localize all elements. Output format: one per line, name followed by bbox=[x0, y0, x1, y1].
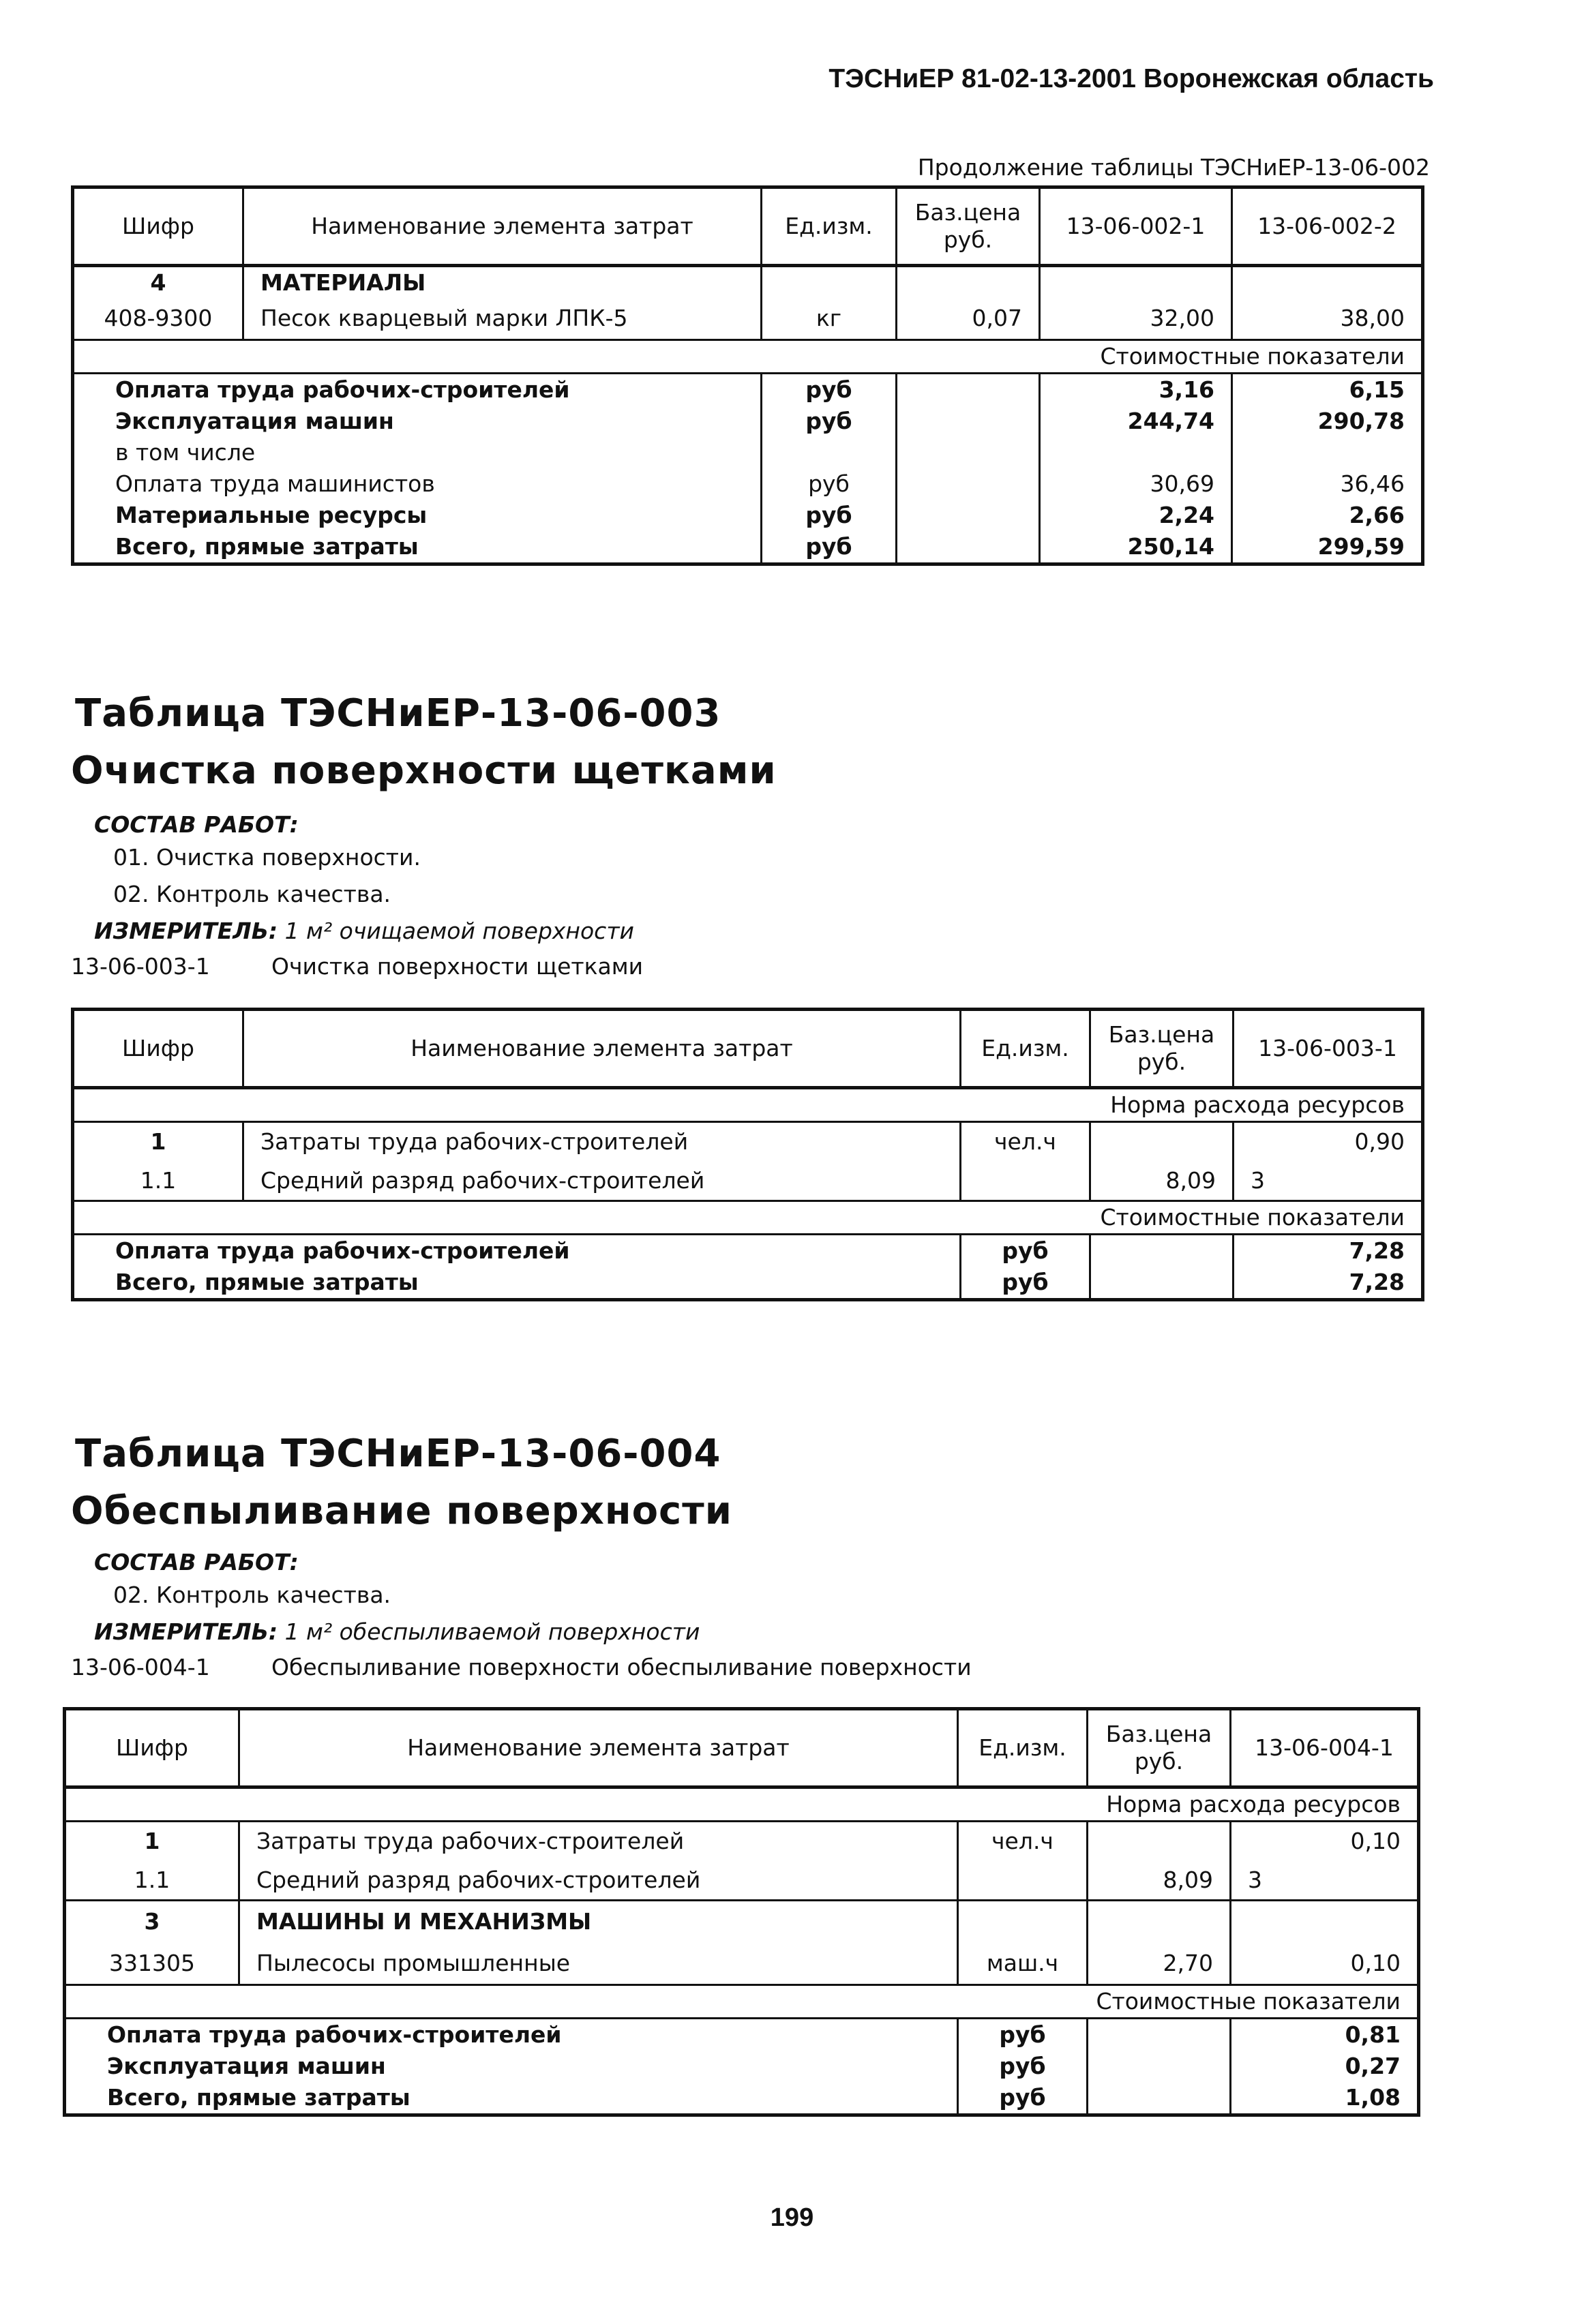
norm-label-row bbox=[73, 1088, 1423, 1122]
cost-label: Стоимостные показатели bbox=[73, 339, 1423, 373]
cost-unit: руб bbox=[958, 2019, 1088, 2051]
cost-row bbox=[73, 531, 1423, 564]
cost-value-b: 6,15 bbox=[1349, 376, 1405, 403]
cost-row bbox=[73, 406, 1423, 437]
resource-value-a: 0,10 bbox=[1350, 1949, 1401, 1976]
cost-value-a bbox=[1040, 437, 1232, 468]
col-header-name: Наименование элемента затрат bbox=[243, 1010, 961, 1088]
norm-label: Норма расхода ресурсов bbox=[65, 1787, 1419, 1822]
cost-name: Эксплуатация машин bbox=[65, 2051, 958, 2082]
cost-value-a: 7,28 bbox=[1349, 1269, 1405, 1295]
cost-unit: руб bbox=[961, 1267, 1090, 1300]
col-header-price: Баз.цена руб. bbox=[1090, 1010, 1234, 1088]
cost-name: Оплата труда рабочих-строителей bbox=[73, 1235, 961, 1267]
resource-code: 1.1 bbox=[73, 1162, 243, 1201]
resource-code: 408-9300 bbox=[73, 299, 243, 339]
table-header-row bbox=[65, 1709, 1419, 1787]
work-item: 02. Контроль качества. bbox=[113, 881, 391, 907]
section-title: МАШИНЫ И МЕХАНИЗМЫ bbox=[239, 1901, 958, 1943]
resource-value-b: 38,00 bbox=[1340, 305, 1405, 332]
page-header: ТЭСНиЕР 81-02-13-2001 Воронежская область bbox=[828, 64, 1434, 93]
table-title: Таблица ТЭСНиЕР-13-06-003 bbox=[75, 691, 721, 736]
measure-text: 1 м² очищаемой поверхности bbox=[284, 918, 634, 944]
cost-name: в том числе bbox=[73, 437, 762, 468]
cost-unit: руб bbox=[958, 2051, 1088, 2082]
cost-value-a: 244,74 bbox=[1040, 406, 1232, 437]
cost-value-a: 2,24 bbox=[1040, 500, 1232, 531]
col-header-unit: Ед.изм. bbox=[958, 1709, 1088, 1787]
col-header-price: Баз.цена руб. bbox=[1088, 1709, 1231, 1787]
resource-value-a: 32,00 bbox=[1040, 299, 1232, 339]
work-item: 02. Контроль качества. bbox=[113, 1582, 391, 1608]
cost-name: Материальные ресурсы bbox=[73, 500, 762, 531]
cost-name: Оплата труда машинистов bbox=[73, 468, 762, 500]
resource-value-a: 0,90 bbox=[1354, 1128, 1405, 1156]
norm-description: Очистка поверхности щетками bbox=[271, 953, 644, 980]
cost-label-row bbox=[65, 1985, 1419, 2019]
resource-name: Песок кварцевый марки ЛПК-5 bbox=[243, 299, 762, 339]
norm-code: 13-06-004-1 bbox=[71, 1654, 210, 1680]
section-code: 4 bbox=[73, 266, 243, 299]
section-row bbox=[65, 1901, 1419, 1943]
cost-name: Всего, прямые затраты bbox=[73, 1267, 961, 1300]
work-composition-label: СОСТАВ РАБОТ: bbox=[94, 1549, 299, 1575]
norm-label-row bbox=[65, 1787, 1419, 1822]
col-header-norm-b: 13-06-002-2 bbox=[1232, 187, 1423, 266]
cost-value-a: 1,08 bbox=[1345, 2084, 1401, 2111]
cost-value-a: 3,16 bbox=[1040, 373, 1232, 406]
cost-row bbox=[65, 2082, 1419, 2115]
cost-row bbox=[73, 468, 1423, 500]
resource-code: 1 bbox=[65, 1822, 239, 1861]
table-subtitle: Очистка поверхности щетками bbox=[71, 749, 777, 793]
resource-value-a: 0,10 bbox=[1350, 1828, 1401, 1855]
norm-label: Норма расхода ресурсов bbox=[73, 1088, 1423, 1122]
resource-code: 1.1 bbox=[65, 1861, 239, 1901]
resource-name: Средний разряд рабочих-строителей bbox=[243, 1162, 961, 1201]
table-row bbox=[65, 1861, 1419, 1901]
table-subtitle: Обеспыливание поверхности bbox=[71, 1489, 732, 1533]
table-row bbox=[73, 1162, 1423, 1201]
cost-value-b: 36,46 bbox=[1340, 470, 1405, 497]
col-header-code: Шифр bbox=[73, 1010, 243, 1088]
cost-unit: руб bbox=[762, 406, 897, 437]
cost-unit: руб bbox=[961, 1235, 1090, 1267]
cost-row bbox=[73, 500, 1423, 531]
table-row bbox=[73, 1122, 1423, 1162]
cost-label: Стоимостные показатели bbox=[65, 1985, 1419, 2019]
cost-unit bbox=[762, 437, 897, 468]
measure-text: 1 м² обеспыливаемой поверхности bbox=[284, 1618, 700, 1645]
table-13-06-004 bbox=[63, 1707, 1420, 2117]
cost-value-a: 7,28 bbox=[1349, 1237, 1405, 1264]
col-header-norm-a: 13-06-003-1 bbox=[1234, 1010, 1423, 1088]
section-title: МАТЕРИАЛЫ bbox=[243, 266, 762, 299]
norm-code: 13-06-003-1 bbox=[71, 953, 210, 980]
resource-price: 8,09 bbox=[1090, 1162, 1234, 1201]
measure-line bbox=[94, 1618, 700, 1645]
table-header-row bbox=[73, 187, 1423, 266]
col-header-name: Наименование элемента затрат bbox=[239, 1709, 958, 1787]
resource-name: Затраты труда рабочих-строителей bbox=[243, 1122, 961, 1162]
col-header-norm-a: 13-06-002-1 bbox=[1040, 187, 1232, 266]
cost-value-a: 30,69 bbox=[1040, 468, 1232, 500]
table-row bbox=[73, 299, 1423, 339]
table-row bbox=[65, 1822, 1419, 1861]
cost-value-b: 299,59 bbox=[1317, 532, 1405, 560]
cost-value-a: 250,14 bbox=[1040, 531, 1232, 564]
cost-row bbox=[73, 373, 1423, 406]
resource-value-a: 3 bbox=[1251, 1166, 1265, 1194]
cost-unit: руб bbox=[762, 373, 897, 406]
resource-unit: чел.ч bbox=[961, 1122, 1090, 1162]
resource-name: Средний разряд рабочих-строителей bbox=[239, 1861, 958, 1901]
col-header-code: Шифр bbox=[65, 1709, 239, 1787]
cost-row bbox=[73, 1235, 1423, 1267]
cost-row bbox=[65, 2051, 1419, 2082]
col-header-unit: Ед.изм. bbox=[961, 1010, 1090, 1088]
cost-name: Эксплуатация машин bbox=[73, 406, 762, 437]
resource-unit: кг bbox=[762, 299, 897, 339]
table-title: Таблица ТЭСНиЕР-13-06-004 bbox=[75, 1432, 721, 1476]
cost-unit: руб bbox=[958, 2082, 1088, 2115]
work-composition-label: СОСТАВ РАБОТ: bbox=[94, 811, 299, 838]
resource-unit: маш.ч bbox=[958, 1943, 1088, 1985]
cost-value-b: 2,66 bbox=[1349, 501, 1405, 528]
cost-value-b bbox=[1232, 437, 1423, 468]
resource-name: Затраты труда рабочих-строителей bbox=[239, 1822, 958, 1861]
resource-code: 1 bbox=[73, 1122, 243, 1162]
section-row bbox=[73, 266, 1423, 299]
resource-unit: чел.ч bbox=[958, 1822, 1088, 1861]
cost-label: Стоимостные показатели bbox=[73, 1201, 1423, 1235]
work-item: 01. Очистка поверхности. bbox=[113, 844, 421, 871]
resource-price: 2,70 bbox=[1088, 1943, 1231, 1985]
resource-value-a: 3 bbox=[1248, 1866, 1262, 1893]
col-header-name: Наименование элемента затрат bbox=[243, 187, 762, 266]
cost-value-a: 0,27 bbox=[1345, 2053, 1401, 2079]
cost-value-b: 290,78 bbox=[1317, 407, 1405, 434]
cost-name: Оплата труда рабочих-строителей bbox=[65, 2019, 958, 2051]
page-number: 199 bbox=[770, 2203, 814, 2232]
cost-name: Оплата труда рабочих-строителей bbox=[73, 373, 762, 406]
resource-code: 331305 bbox=[65, 1943, 239, 1985]
cost-unit: руб bbox=[762, 500, 897, 531]
section-code: 3 bbox=[65, 1901, 239, 1943]
table-13-06-002 bbox=[71, 185, 1424, 566]
cost-unit: руб bbox=[762, 531, 897, 564]
col-header-price: Баз.цена руб. bbox=[897, 187, 1040, 266]
cost-label-row bbox=[73, 339, 1423, 373]
table-13-06-003 bbox=[71, 1008, 1424, 1301]
cost-value-a: 0,81 bbox=[1345, 2021, 1401, 2048]
cost-name: Всего, прямые затраты bbox=[65, 2082, 958, 2115]
cost-row bbox=[65, 2019, 1419, 2051]
cost-row bbox=[73, 437, 1423, 468]
cost-label-row bbox=[73, 1201, 1423, 1235]
resource-price: 0,07 bbox=[897, 299, 1040, 339]
resource-price: 8,09 bbox=[1088, 1861, 1231, 1901]
table-continuation-note: Продолжение таблицы ТЭСНиЕР-13-06-002 bbox=[917, 154, 1430, 181]
cost-unit: руб bbox=[762, 468, 897, 500]
cost-name: Всего, прямые затраты bbox=[73, 531, 762, 564]
col-header-unit: Ед.изм. bbox=[762, 187, 897, 266]
table-header-row bbox=[73, 1010, 1423, 1088]
measure-label: ИЗМЕРИТЕЛЬ: bbox=[94, 1618, 278, 1645]
col-header-norm-a: 13-06-004-1 bbox=[1231, 1709, 1419, 1787]
measure-label: ИЗМЕРИТЕЛЬ: bbox=[94, 918, 278, 944]
table-row bbox=[65, 1943, 1419, 1985]
cost-row bbox=[73, 1267, 1423, 1300]
measure-line bbox=[94, 918, 634, 944]
col-header-code: Шифр bbox=[73, 187, 243, 266]
resource-name: Пылесосы промышленные bbox=[239, 1943, 958, 1985]
norm-description: Обеспыливание поверхности обеспыливание поверхности bbox=[271, 1654, 972, 1680]
